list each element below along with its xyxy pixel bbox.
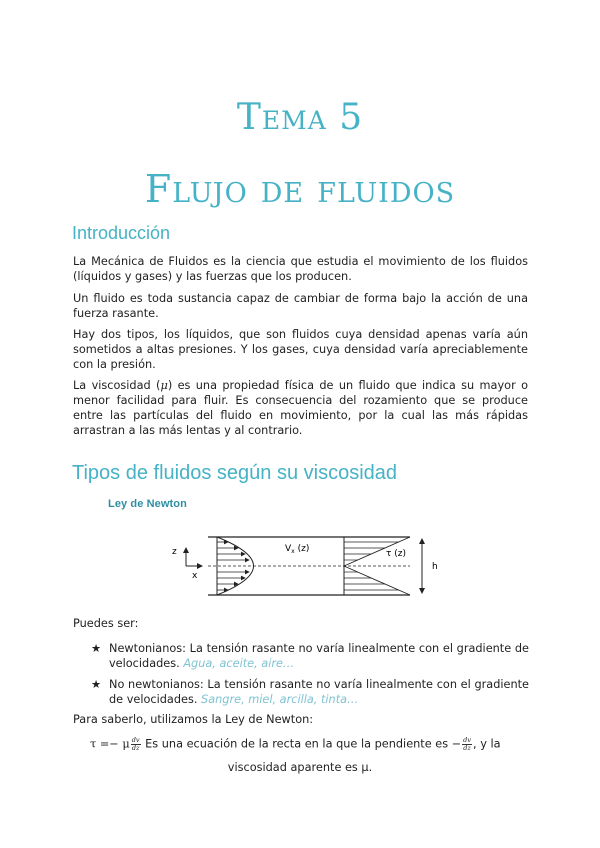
- h-label: h: [432, 562, 438, 572]
- vx-label: $V_x$ (z): [285, 544, 310, 555]
- dv-dz-fraction: $\frac{dv}{dz}$: [131, 736, 140, 752]
- formula-end: , y la: [473, 737, 501, 751]
- formula-line-2: viscosidad aparente es μ.: [227, 761, 373, 774]
- tipos-heading: Tipos de fluidos según su viscosidad: [72, 462, 397, 484]
- tau-label: τ (z): [386, 549, 407, 559]
- star-icon: ★: [91, 678, 102, 691]
- page-title: Flujo de fluidos: [144, 167, 456, 211]
- slope-fraction: $\frac{dv}{dz}$: [463, 736, 472, 752]
- examples-text: Sangre, miel, arcilla, tinta…: [201, 693, 359, 706]
- formula-description: Es una ecuación de la recta en la que la pendiente es −: [145, 737, 462, 751]
- formula-mu: μ: [122, 737, 130, 751]
- p4-text-before: La viscosidad (: [73, 379, 161, 392]
- axes-icon: [186, 548, 202, 566]
- stress-line-bottom: [344, 566, 410, 595]
- newton-formula: [90, 737, 501, 752]
- topic-title: Tema 5: [236, 97, 364, 138]
- examples-text: Agua, aceite, aire…: [183, 657, 295, 670]
- star-icon: ★: [91, 642, 102, 655]
- intro-paragraph-4: [73, 378, 528, 438]
- intro-paragraph-3: Hay dos tipos, los líquidos, que son fluidos cuya densidad apenas varía aún sometidos a altas presiones. Y los gases, cuya densidad varía apreciablemente con la presión.: [73, 328, 528, 371]
- z-axis-label: z: [172, 547, 177, 557]
- mu-symbol: μ: [160, 379, 168, 392]
- intro-paragraph-1: La Mecánica de Fluidos es la ciencia que estudia el movimiento de los fluidos (líquidos y gases) y las fuerzas que los producen.: [73, 255, 528, 283]
- intro-paragraph-2: Un fluido es toda sustancia capaz de cambiar de forma bajo la acción de una fuerza rasante.: [73, 292, 528, 320]
- bullet-text: No newtonianos: La tensión rasante no varía linealmente con el gradiente de velocidades. Sangre, miel, arcilla, tinta…: [109, 678, 529, 706]
- p4-text-after: ) es una propiedad física de un fluido que indica su mayor o menor facilidad para fluir. Es consecuencia del rozamiento que se produce entre las partículas del fluido en movimiento, por la cual las más rápidas arrastran a las más lentas y al contrario.: [73, 379, 528, 437]
- puedes-ser-text: Puedes ser:: [73, 617, 139, 630]
- intro-heading: Introducción: [72, 223, 171, 243]
- bullet-text: Newtonianos: La tensión rasante no varía linealmente con el gradiente de velocidades. Agua, aceite, aire…: [109, 642, 529, 670]
- x-axis-label: x: [192, 571, 198, 581]
- tau-equals: τ =−: [90, 737, 119, 751]
- para-saberlo-text: Para saberlo, utilizamos la Ley de Newton:: [73, 713, 314, 726]
- velocity-profile-diagram: [160, 526, 450, 606]
- ley-newton-subheading: Ley de Newton: [108, 498, 187, 510]
